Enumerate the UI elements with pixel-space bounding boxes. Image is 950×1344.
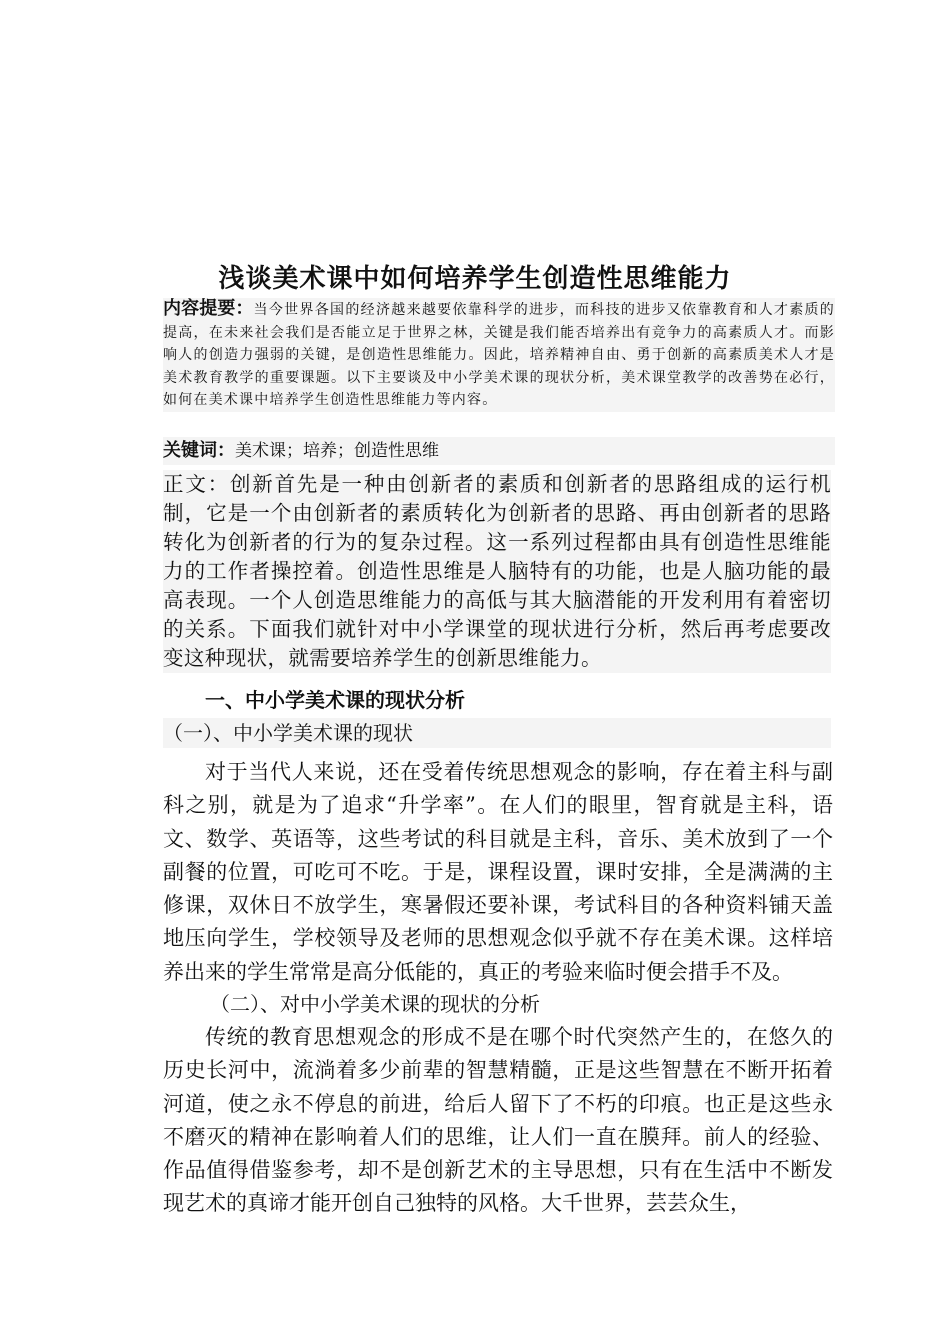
intro-paragraph [163, 470, 831, 673]
keywords-text: 美术课；培养；创造性思维 [235, 441, 439, 461]
paragraph-2: 传统的教育思想观念的形成不是在哪个时代突然产生的，在悠久的历史长河中，流淌着多少前辈的智慧精髓，正是这些智慧在不断开拓着河道，使之永不停息的前进，给后人留下了不朽的印痕。也正是这些永不磨灭的精神在影响着人们的思维，让人们一直在膜拜。前人的经验、作品值得借鉴参考，却不是创新艺术的主导思想，只有在生活中不断发现艺术的真谛才能开创自己独特的风格。大千世界，芸芸众生， [163, 1025, 833, 1216]
abstract-label: 内容提要： [163, 298, 254, 319]
keywords-label: 关键词： [163, 440, 235, 461]
abstract-text: 当今世界各国的经济越来越要依靠科学的进步，而科技的进步又依靠教育和人才素质的提高，在未来社会我们是否能立足于世界之林，关键是我们能否培养出有竞争力的高素质人才。而影响人的创造力强弱的关键，是创造性思维能力。因此，培养精神自由、勇于创新的高素质美术人才是美术教育教学的重要课题。以下主要谈及中小学美术课的现状分析，美术课堂教学的改善势在必行，如何在美术课中培养学生创造性思维能力等内容。 [163, 302, 835, 408]
subsection-heading-2: （二）、对中小学美术课的现状的分析 [210, 992, 540, 1016]
keywords [163, 437, 835, 465]
abstract [163, 298, 835, 412]
subsection-heading-1: （一）、中小学美术课的现状 [163, 718, 831, 748]
intro-label: 正文： [163, 472, 230, 496]
paragraph-1: 对于当代人来说，还在受着传统思想观念的影响，存在着主科与副科之别，就是为了追求“升学率”。在人们的眼里，智育就是主科，语文、数学、英语等，这些考试的科目就是主科，音乐、美术放到了一个副餐的位置，可吃可不吃。于是，课程设置，课时安排，全是满满的主修课，双休日不放学生，寒暑假还要补课，考试科目的各种资料铺天盖地压向学生，学校领导及老师的思想观念似乎就不存在美术课。这样培养出来的学生常常是高分低能的，真正的考验来临时便会措手不及。 [163, 760, 833, 984]
document-title: 浅谈美术课中如何培养学生创造性思维能力 [218, 264, 732, 294]
intro-text: 创新首先是一种由创新者的素质和创新者的思路组成的运行机制，它是一个由创新者的素质转化为创新者的思路、再由创新者的思路转化为创新者的行为的复杂过程。这一系列过程都由具有创造性思维能力的工作者操控着。创造性思维是人脑特有的功能，也是人脑功能的最高表现。一个人创造思维能力的高低与其大脑潜能的开发利用有着密切的关系。下面我们就针对中小学课堂的现状进行分析，然后再考虑要改变这种现状，就需要培养学生的创新思维能力。 [163, 472, 831, 670]
section-heading: 一、中小学美术课的现状分析 [205, 688, 465, 712]
